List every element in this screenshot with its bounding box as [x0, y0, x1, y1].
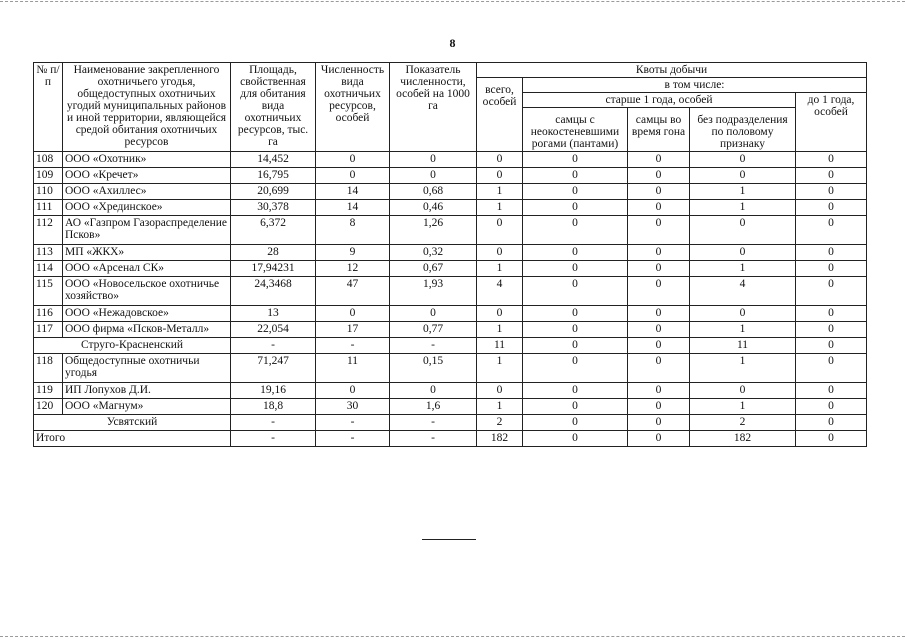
row-count: 17: [316, 322, 390, 338]
header-count: Численность вида охотничьих ресурсов, особей: [316, 63, 390, 152]
row-total: 1: [477, 354, 523, 383]
row-antlers: 0: [523, 168, 628, 184]
row-count: 47: [316, 277, 390, 306]
row-antlers: 0: [523, 322, 628, 338]
row-name: ООО «Арсенал СК»: [63, 261, 231, 277]
row-name: ООО «Новосельское охотничье хозяйство»: [63, 277, 231, 306]
row-num: 117: [34, 322, 63, 338]
row-young: 0: [796, 261, 867, 277]
row-nosex: 1: [690, 261, 796, 277]
row-name: ООО «Хрединское»: [63, 200, 231, 216]
row-area: -: [231, 415, 316, 431]
row-count: 12: [316, 261, 390, 277]
row-density: 0,32: [390, 245, 477, 261]
table-body: [34, 152, 867, 447]
header-name: Наименование закрепленного охотничьего угодья, общедоступных охотничьих угодий муниципальных районов и иной территории, являющейся средой обитания охотничьих ресурсов: [63, 63, 231, 152]
row-count: 30: [316, 399, 390, 415]
row-name: МП «ЖКХ»: [63, 245, 231, 261]
row-rut: 0: [628, 383, 690, 399]
row-rut: 0: [628, 261, 690, 277]
hunting-quota-table: [33, 62, 867, 447]
row-num: 111: [34, 200, 63, 216]
row-area: 13: [231, 306, 316, 322]
row-young: 0: [796, 306, 867, 322]
row-count: -: [316, 415, 390, 431]
row-num: 110: [34, 184, 63, 200]
row-num: 114: [34, 261, 63, 277]
row-density: -: [390, 431, 477, 447]
row-count: -: [316, 338, 390, 354]
page-bottom-edge: [0, 636, 905, 637]
row-rut: 0: [628, 338, 690, 354]
row-antlers: 0: [523, 200, 628, 216]
row-nosex: 0: [690, 245, 796, 261]
table-row: [34, 261, 867, 277]
row-num: 120: [34, 399, 63, 415]
header-density: Показатель численности, особей на 1000 га: [390, 63, 477, 152]
row-antlers: 0: [523, 152, 628, 168]
row-total: 0: [477, 168, 523, 184]
row-name: ООО «Нежадовское»: [63, 306, 231, 322]
row-count: -: [316, 431, 390, 447]
row-nosex: 1: [690, 354, 796, 383]
header-antlers: самцы с неокостеневшими рогами (пантами): [523, 108, 628, 152]
row-area: -: [231, 431, 316, 447]
row-nosex: 0: [690, 306, 796, 322]
row-young: 0: [796, 338, 867, 354]
row-num: 118: [34, 354, 63, 383]
row-count: 9: [316, 245, 390, 261]
region-name: Усвятский: [34, 415, 231, 431]
row-total: 0: [477, 216, 523, 245]
row-num: 112: [34, 216, 63, 245]
header-young: до 1 года, особей: [796, 93, 867, 152]
row-rut: 0: [628, 306, 690, 322]
row-name: Общедоступные охотничьи угодья: [63, 354, 231, 383]
row-young: 0: [796, 200, 867, 216]
row-young: 0: [796, 216, 867, 245]
footer-divider: [422, 539, 476, 540]
row-antlers: 0: [523, 399, 628, 415]
row-total: 2: [477, 415, 523, 431]
grand-total-label: Итого: [34, 431, 231, 447]
table-row: [34, 216, 867, 245]
row-area: 19,16: [231, 383, 316, 399]
row-area: 6,372: [231, 216, 316, 245]
row-count: 0: [316, 383, 390, 399]
row-total: 11: [477, 338, 523, 354]
row-antlers: 0: [523, 261, 628, 277]
row-area: -: [231, 338, 316, 354]
row-young: 0: [796, 415, 867, 431]
row-count: 11: [316, 354, 390, 383]
row-young: 0: [796, 152, 867, 168]
row-density: 0,68: [390, 184, 477, 200]
row-total: 1: [477, 399, 523, 415]
header-area: Площадь, свойственная для обитания вида охотничьих ресурсов, тыс. га: [231, 63, 316, 152]
row-rut: 0: [628, 354, 690, 383]
row-density: -: [390, 415, 477, 431]
row-rut: 0: [628, 200, 690, 216]
row-total: 1: [477, 322, 523, 338]
header-total: всего, особей: [477, 78, 523, 152]
row-count: 0: [316, 152, 390, 168]
row-young: 0: [796, 184, 867, 200]
row-area: 24,3468: [231, 277, 316, 306]
row-nosex: 4: [690, 277, 796, 306]
table-row: [34, 306, 867, 322]
header-rut: самцы во время гона: [628, 108, 690, 152]
row-young: 0: [796, 399, 867, 415]
row-young: 0: [796, 245, 867, 261]
row-area: 28: [231, 245, 316, 261]
row-nosex: 0: [690, 152, 796, 168]
row-density: -: [390, 338, 477, 354]
table-row: [34, 277, 867, 306]
row-nosex: 11: [690, 338, 796, 354]
row-rut: 0: [628, 216, 690, 245]
row-total: 0: [477, 152, 523, 168]
row-count: 0: [316, 306, 390, 322]
row-name: ООО «Охотник»: [63, 152, 231, 168]
row-area: 22,054: [231, 322, 316, 338]
row-total: 1: [477, 261, 523, 277]
row-young: 0: [796, 168, 867, 184]
row-antlers: 0: [523, 277, 628, 306]
row-area: 17,94231: [231, 261, 316, 277]
table-row: [34, 354, 867, 383]
row-area: 18,8: [231, 399, 316, 415]
row-density: 0: [390, 168, 477, 184]
row-num: 109: [34, 168, 63, 184]
row-nosex: 1: [690, 200, 796, 216]
row-density: 1,26: [390, 216, 477, 245]
row-nosex: 2: [690, 415, 796, 431]
region-name: Струго-Красненский: [34, 338, 231, 354]
row-antlers: 0: [523, 383, 628, 399]
row-young: 0: [796, 383, 867, 399]
row-area: 14,452: [231, 152, 316, 168]
row-num: 113: [34, 245, 63, 261]
region-subtotal-row: [34, 338, 867, 354]
row-total: 182: [477, 431, 523, 447]
row-area: 16,795: [231, 168, 316, 184]
row-density: 1,93: [390, 277, 477, 306]
row-young: 0: [796, 322, 867, 338]
row-total: 0: [477, 383, 523, 399]
row-name: ООО «Ахиллес»: [63, 184, 231, 200]
row-nosex: 0: [690, 168, 796, 184]
row-density: 0: [390, 383, 477, 399]
row-antlers: 0: [523, 338, 628, 354]
row-antlers: 0: [523, 354, 628, 383]
row-num: 119: [34, 383, 63, 399]
row-antlers: 0: [523, 216, 628, 245]
row-rut: 0: [628, 322, 690, 338]
row-area: 20,699: [231, 184, 316, 200]
row-rut: 0: [628, 277, 690, 306]
table-row: [34, 322, 867, 338]
row-density: 0: [390, 152, 477, 168]
row-rut: 0: [628, 184, 690, 200]
row-density: 0,67: [390, 261, 477, 277]
header-quotas: Квоты добычи: [477, 63, 867, 78]
region-subtotal-row: [34, 415, 867, 431]
row-area: 71,247: [231, 354, 316, 383]
row-nosex: 1: [690, 399, 796, 415]
page-top-edge: [0, 1, 905, 2]
row-area: 30,378: [231, 200, 316, 216]
row-young: 0: [796, 277, 867, 306]
row-density: 0,15: [390, 354, 477, 383]
row-name: ООО «Кречет»: [63, 168, 231, 184]
row-total: 4: [477, 277, 523, 306]
row-name: ООО «Магнум»: [63, 399, 231, 415]
row-name: ООО фирма «Псков-Металл»: [63, 322, 231, 338]
row-name: АО «Газпром Газораспределение Псков»: [63, 216, 231, 245]
table-row: [34, 200, 867, 216]
row-nosex: 0: [690, 383, 796, 399]
table-row: [34, 245, 867, 261]
table-row: [34, 383, 867, 399]
row-antlers: 0: [523, 306, 628, 322]
row-rut: 0: [628, 152, 690, 168]
row-num: 116: [34, 306, 63, 322]
row-count: 14: [316, 184, 390, 200]
row-count: 14: [316, 200, 390, 216]
row-nosex: 1: [690, 184, 796, 200]
row-total: 0: [477, 245, 523, 261]
header-num: № п/п: [34, 63, 63, 152]
row-nosex: 182: [690, 431, 796, 447]
grand-total-row: [34, 431, 867, 447]
row-rut: 0: [628, 415, 690, 431]
row-antlers: 0: [523, 431, 628, 447]
page-number: 8: [449, 36, 456, 50]
table-row: [34, 184, 867, 200]
row-total: 1: [477, 184, 523, 200]
row-rut: 0: [628, 245, 690, 261]
header-including: в том числе:: [523, 78, 867, 93]
row-young: 0: [796, 431, 867, 447]
row-count: 0: [316, 168, 390, 184]
row-rut: 0: [628, 399, 690, 415]
row-density: 0: [390, 306, 477, 322]
row-name: ИП Лопухов Д.И.: [63, 383, 231, 399]
row-total: 0: [477, 306, 523, 322]
row-antlers: 0: [523, 245, 628, 261]
row-density: 0,77: [390, 322, 477, 338]
row-nosex: 0: [690, 216, 796, 245]
row-young: 0: [796, 354, 867, 383]
row-count: 8: [316, 216, 390, 245]
table-row: [34, 399, 867, 415]
table-row: [34, 168, 867, 184]
row-num: 108: [34, 152, 63, 168]
row-density: 0,46: [390, 200, 477, 216]
row-total: 1: [477, 200, 523, 216]
row-antlers: 0: [523, 184, 628, 200]
header-older: старше 1 года, особей: [523, 93, 796, 108]
row-rut: 0: [628, 168, 690, 184]
row-num: 115: [34, 277, 63, 306]
row-nosex: 1: [690, 322, 796, 338]
row-density: 1,6: [390, 399, 477, 415]
header-nosex: без подразделения по половому признаку: [690, 108, 796, 152]
row-antlers: 0: [523, 415, 628, 431]
row-rut: 0: [628, 431, 690, 447]
table-row: [34, 152, 867, 168]
